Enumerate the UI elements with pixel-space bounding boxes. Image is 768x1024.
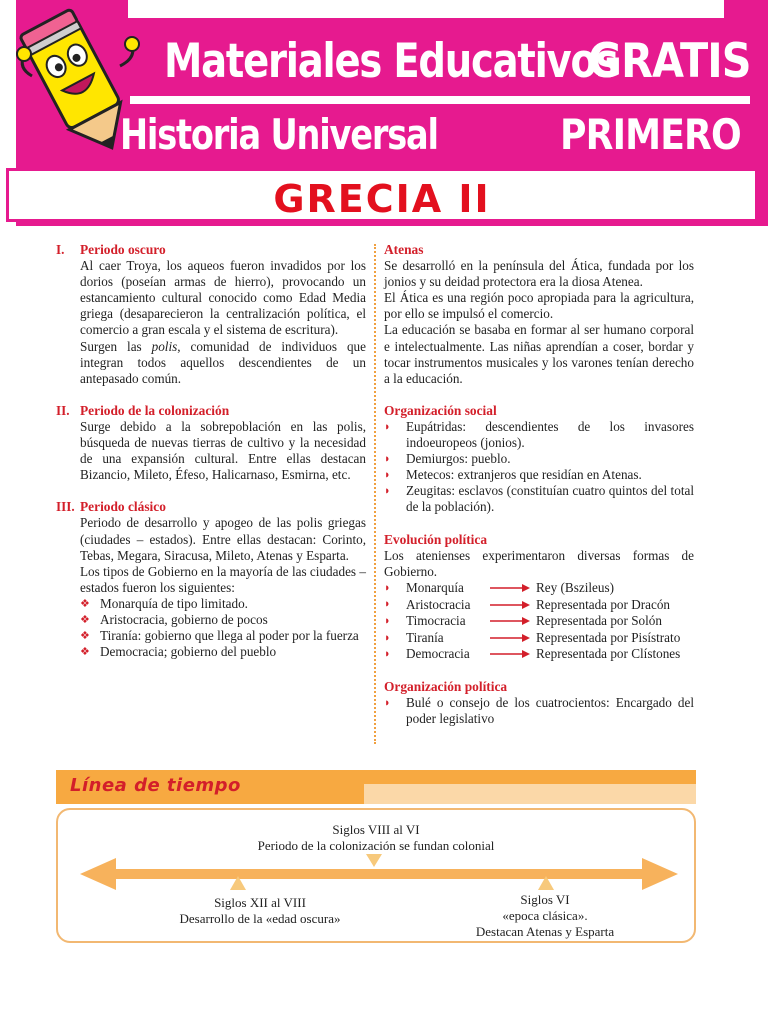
list-item-text: Metecos: extranjeros que residían en Atenas.	[406, 467, 642, 483]
timeline-axis	[100, 869, 652, 879]
section-number: I.	[56, 242, 65, 257]
list-item	[384, 467, 694, 483]
diamond-cluster-icon: ❖	[80, 597, 90, 610]
left-column	[56, 242, 366, 660]
page-title: GRECIA II	[273, 177, 491, 221]
half-circle-bullet-icon: ◗	[384, 696, 391, 709]
half-circle-bullet-icon: ◗	[384, 648, 391, 661]
column-divider	[374, 244, 376, 744]
government-representative: Rey (Bszileus)	[536, 580, 615, 596]
government-list	[80, 596, 366, 660]
diamond-cluster-icon: ❖	[80, 630, 90, 643]
header-divider-line	[130, 96, 750, 104]
list-item-text: Eupátridas: descendientes de los invasores indoeuropeos (jonios).	[406, 418, 694, 451]
evolution-row	[384, 596, 694, 613]
arrow-left-icon	[80, 858, 116, 890]
event-description: Periodo de la colonización se fundan colonial	[257, 838, 495, 853]
government-form: Timocracia	[406, 613, 466, 629]
section-periodo-clasico	[56, 499, 366, 660]
list-item-text: Aristocracia, gobierno de pocos	[100, 611, 268, 627]
list-item-text: Democracia; gobierno del pueblo	[100, 644, 277, 660]
political-list	[384, 695, 694, 727]
list-item	[80, 596, 366, 612]
brand-title: Materiales Educativos	[164, 34, 618, 89]
paragraph: El Ática es una región poco apropiada para la agricultura, por ello se impulsó el comercio.	[384, 290, 694, 322]
section-number: II.	[56, 402, 70, 418]
grade-label: PRIMERO	[560, 110, 741, 159]
section-number: III.	[56, 499, 75, 515]
section-heading-atenas: Atenas	[384, 242, 424, 257]
list-item	[384, 451, 694, 467]
paragraph: Al caer Troya, los aqueos fueron invadidos por los dorios (poseían armas de hierro), provocando un estancamiento cultural conocido como Edad Media griega (desaparecieron la centralización política, el comercio a gran escala y el sistema de escritura).	[80, 258, 366, 338]
section-heading-social: Organización social	[384, 402, 497, 418]
section-heading: Periodo oscuro	[80, 242, 166, 257]
paragraph-text: Surgen las	[80, 338, 152, 354]
half-circle-bullet-icon: ◗	[384, 485, 391, 498]
event-description: «epoca clásica».	[502, 908, 588, 923]
list-item	[80, 612, 366, 628]
paragraph: La educación se basaba en formar al ser humano corporal e intelectualmente. Las niñas aprendían a coser, bordar y tocar instrumentos musicales y los varones tenían derecho a la educación.	[384, 322, 694, 386]
subject-label: Historia Universal	[120, 110, 438, 159]
list-item	[384, 419, 694, 451]
half-circle-bullet-icon: ◗	[384, 631, 391, 644]
list-item	[384, 695, 694, 727]
emphasis-text: polis	[151, 338, 178, 354]
list-item	[384, 483, 694, 515]
diamond-cluster-icon: ❖	[80, 646, 90, 659]
right-column	[384, 242, 694, 727]
event-date: Siglos VIII al VI	[332, 822, 420, 837]
triangle-down-marker-icon	[366, 854, 382, 867]
list-item-text: Zeugitas: esclavos (constituían cuatro quintos del total de la población).	[406, 483, 694, 515]
list-item-text: Demiurgos: pueblo.	[406, 451, 511, 467]
section-heading: Periodo de la colonización	[80, 402, 230, 418]
paragraph-text: , comunidad de individuos que integran todos aquellos descendientes de un antepasado común.	[80, 338, 366, 386]
half-circle-bullet-icon: ◗	[384, 453, 391, 466]
evolution-row	[384, 646, 694, 663]
arrow-right-icon	[490, 616, 530, 626]
pencil-mascot-icon	[14, 6, 144, 166]
government-representative: Representada por Dracón	[536, 596, 671, 612]
timeline-event-clasica	[420, 892, 670, 940]
event-date: Siglos XII al VIII	[214, 895, 306, 910]
arrow-right-icon	[490, 583, 530, 593]
section-heading-politica: Organización política	[384, 678, 508, 694]
half-circle-bullet-icon: ◗	[384, 420, 391, 433]
government-representative: Representada por Solón	[536, 613, 662, 629]
timeline-header-accent	[364, 784, 696, 804]
government-form: Aristocracia	[406, 596, 471, 612]
government-representative: Representada por Pisístrato	[536, 629, 681, 645]
list-item-text: Tiranía: gobierno que llega al poder por la fuerza	[100, 628, 359, 644]
list-item-text: Bulé o consejo de los cuatrocientos: Encargado del poder legislativo	[406, 694, 694, 726]
event-date: Siglos VI	[520, 892, 570, 907]
timeline-event-colonizacion	[226, 822, 526, 854]
event-description: Desarrollo de la «edad oscura»	[179, 911, 341, 926]
paragraph: Surge debido a la sobrepoblación en las polis, búsqueda de nuevas tierras de cultivo y la necesidad de una expansión cultural. Entre ellas destacan Bizancio, Mileto, Éfeso, Halicarnaso, Esmirna, etc.	[80, 418, 366, 483]
half-circle-bullet-icon: ◗	[384, 581, 391, 594]
arrow-right-icon	[490, 649, 530, 659]
government-form: Tiranía	[406, 629, 444, 645]
half-circle-bullet-icon: ◗	[384, 598, 391, 611]
arrow-right-icon	[490, 633, 530, 643]
government-form: Monarquía	[406, 580, 464, 596]
header-top-strip	[128, 0, 724, 18]
social-list	[384, 419, 694, 516]
page-header	[0, 0, 768, 232]
timeline-event-oscura	[110, 895, 410, 927]
evolution-row	[384, 580, 694, 597]
paragraph: Periodo de desarrollo y apogeo de las polis griegas (ciudades – estados). Entre ellas destacan: Corinto, Tebas, Megara, Siracusa, Mileto, Atenas y Esparta.	[80, 515, 366, 563]
list-item-text: Monarquía de tipo limitado.	[100, 595, 248, 611]
page-title-box	[6, 168, 758, 222]
section-periodo-oscuro	[56, 242, 366, 387]
half-circle-bullet-icon: ◗	[384, 614, 391, 627]
list-item	[80, 628, 366, 644]
section-colonizacion	[56, 403, 366, 483]
government-form: Democracia	[406, 646, 470, 662]
arrow-right-icon	[642, 858, 678, 890]
evolution-row	[384, 630, 694, 647]
evolution-list	[384, 580, 694, 663]
half-circle-bullet-icon: ◗	[384, 469, 391, 482]
arrow-right-icon	[490, 600, 530, 610]
section-heading-evolucion: Evolución política	[384, 531, 488, 547]
paragraph	[80, 339, 366, 387]
event-description: Destacan Atenas y Esparta	[475, 924, 615, 939]
government-representative: Representada por Clístones	[536, 646, 681, 662]
list-item	[80, 644, 366, 660]
timeline-title: Línea de tiempo	[70, 775, 241, 796]
paragraph: Los tipos de Gobierno en la mayoría de las ciudades – estados fueron los siguientes:	[80, 563, 366, 595]
evolution-row	[384, 613, 694, 630]
paragraph: Se desarrolló en la península del Ática, fundada por los jonios y su deidad protectora era la diosa Atenea.	[384, 258, 694, 290]
paragraph: Los atenienses experimentaron diversas formas de Gobierno.	[384, 547, 694, 579]
section-heading: Periodo clásico	[80, 499, 166, 515]
gratis-badge: GRATIS	[588, 34, 751, 89]
diamond-cluster-icon: ❖	[80, 613, 90, 626]
